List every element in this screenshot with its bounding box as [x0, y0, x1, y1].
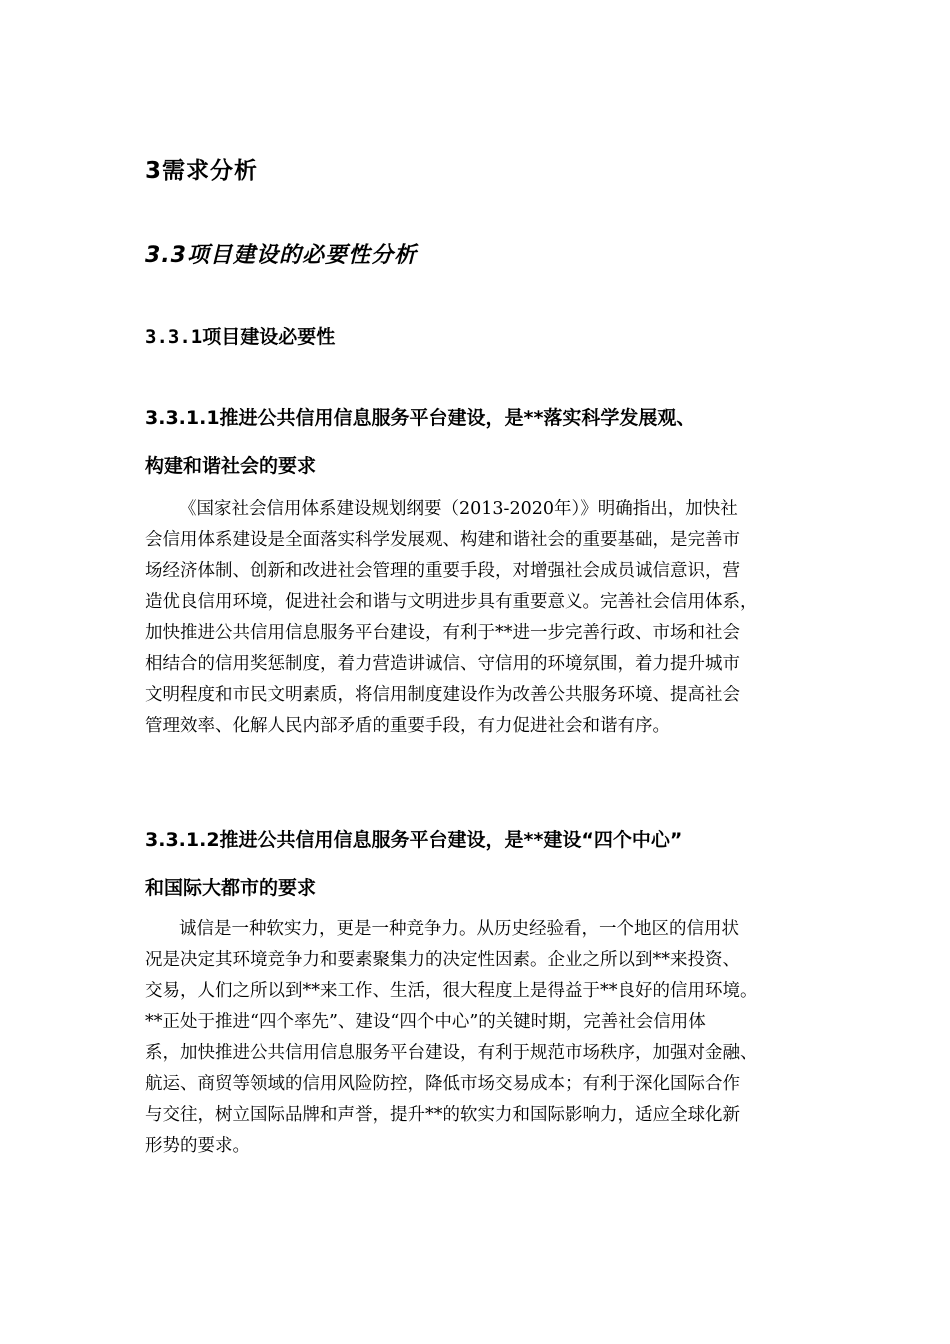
paragraph-line: 况是决定其环境竞争力和要素聚集力的决定性因素。企业之所以到**来投资、: [145, 950, 740, 970]
section2-title-line1: 3.3.1.2推进公共信用信息服务平台建设，是**建设“四个中心”: [145, 829, 683, 851]
section2-title-line2: 和国际大都市的要求: [145, 877, 317, 899]
paragraph-line: 形势的要求。: [145, 1136, 250, 1156]
paragraph-line: 加快推进公共信用信息服务平台建设，有利于**进一步完善行政、市场和社会: [145, 623, 740, 643]
paragraph-line: 诚信是一种软实力，更是一种竞争力。从历史经验看，一个地区的信用状: [179, 919, 739, 939]
paragraph-line: 会信用体系建设是全面落实科学发展观、构建和谐社会的重要基础，是完善市: [145, 530, 740, 550]
subsection-heading: 3.3.1项目建设必要性: [145, 326, 336, 348]
paragraph-line: 相结合的信用奖惩制度，着力营造讲诚信、守信用的环境氛围，着力提升城市: [145, 654, 740, 674]
section2-paragraph: [145, 914, 805, 1162]
section-heading: 3.3项目建设的必要性分析: [145, 243, 417, 268]
section1-title-line2: 构建和谐社会的要求: [145, 455, 317, 477]
paragraph-line: **正处于推进“四个率先”、建设“四个中心”的关键时期，完善社会信用体: [145, 1012, 706, 1032]
paragraph-line: 造优良信用环境，促进社会和谐与文明进步具有重要意义。完善社会信用体系，: [145, 592, 758, 612]
paragraph-line: 航运、商贸等领域的信用风险防控，降低市场交易成本；有利于深化国际合作: [145, 1074, 740, 1094]
paragraph-line: 系，加快推进公共信用信息服务平台建设，有利于规范市场秩序，加强对金融、: [145, 1043, 758, 1063]
chapter-heading: 3需求分析: [145, 158, 259, 184]
paragraph-line: 交易，人们之所以到**来工作、生活，很大程度上是得益于**良好的信用环境。: [145, 981, 758, 1001]
paragraph-line: 场经济体制、创新和改进社会管理的重要手段，对增强社会成员诚信意识，营: [145, 561, 740, 581]
paragraph-line: 文明程度和市民文明素质，将信用制度建设作为改善公共服务环境、提高社会: [145, 685, 740, 705]
paragraph-line: 《国家社会信用体系建设规划纲要（2013-2020年）》明确指出，加快社: [179, 499, 738, 519]
section1-paragraph: [145, 494, 805, 742]
paragraph-line: 管理效率、化解人民内部矛盾的重要手段，有力促进社会和谐有序。: [145, 716, 670, 736]
paragraph-line: 与交往，树立国际品牌和声誉，提升**的软实力和国际影响力，适应全球化新: [145, 1105, 740, 1125]
section1-title-line1: 3.3.1.1推进公共信用信息服务平台建设，是**落实科学发展观、: [145, 407, 696, 429]
